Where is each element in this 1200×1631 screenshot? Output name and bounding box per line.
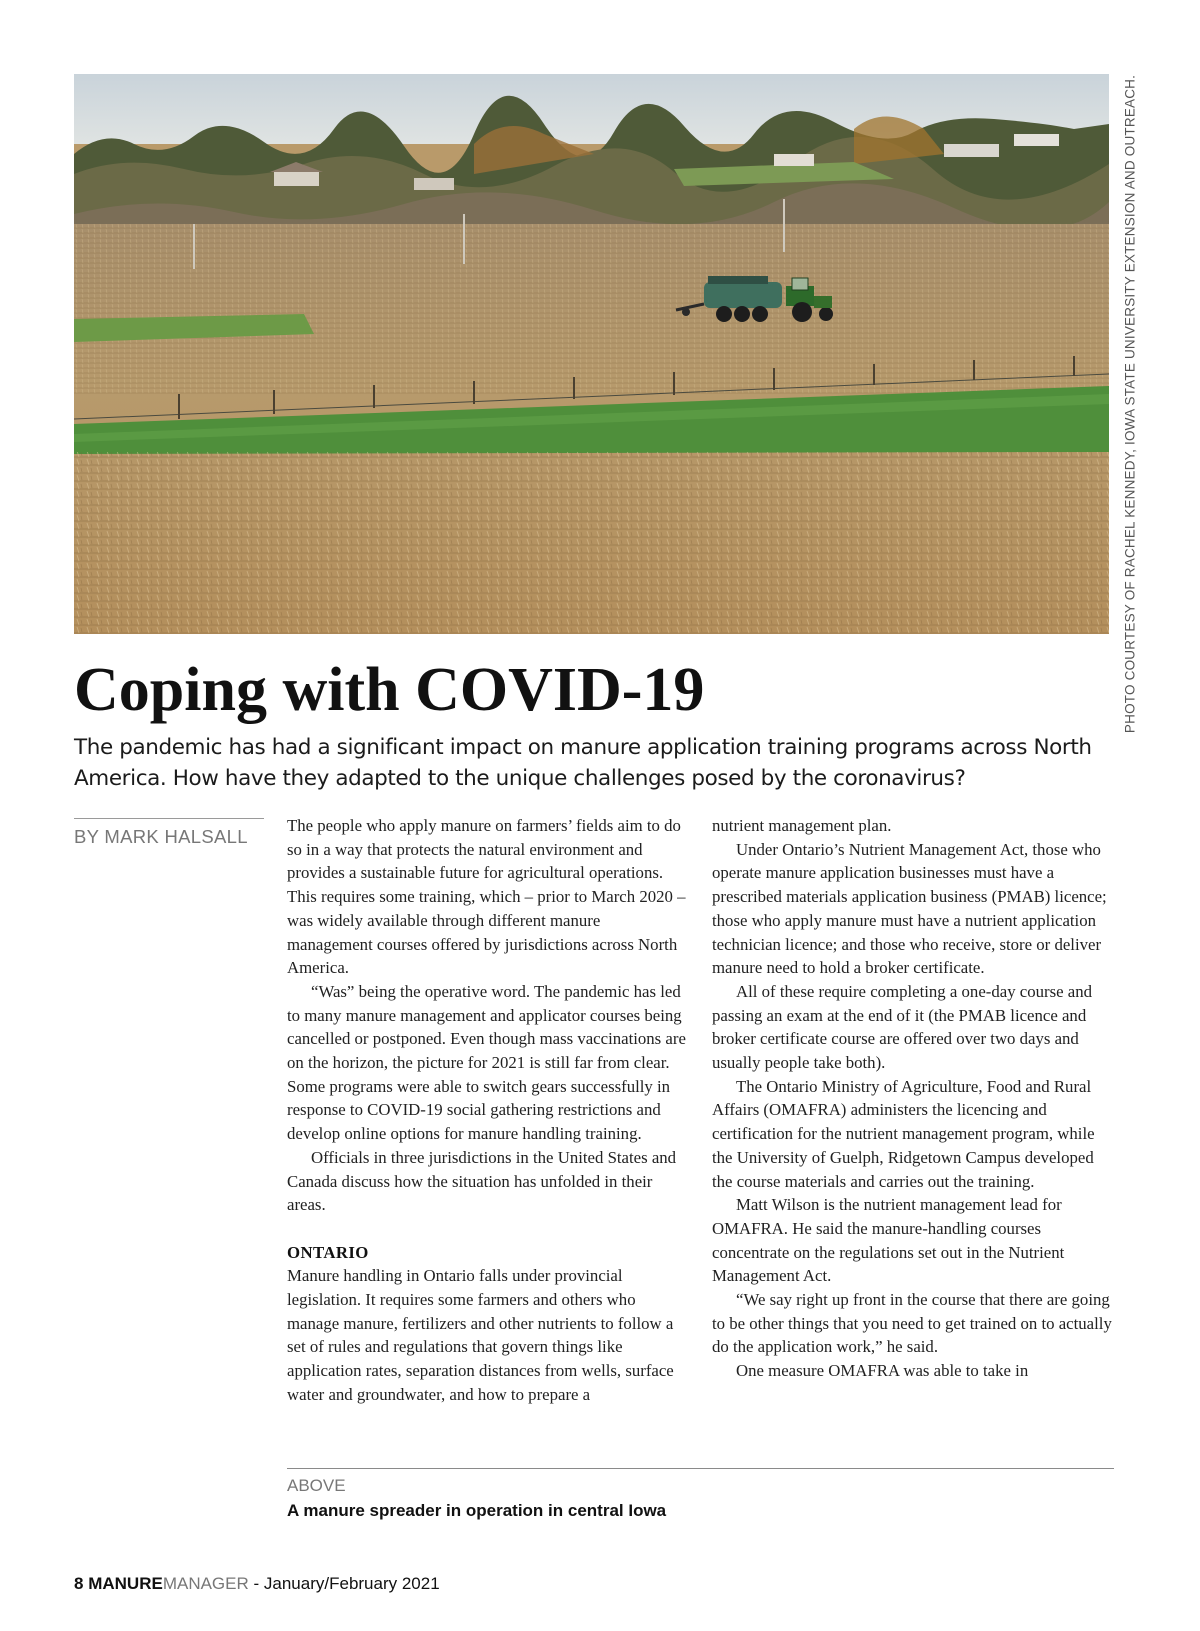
paragraph: nutrient management plan. xyxy=(712,816,892,835)
magazine-name-light: MANAGER xyxy=(162,1574,249,1593)
caption-label: ABOVE xyxy=(287,1476,346,1495)
photo-credit-text: PHOTO COURTESY OF RACHEL KENNEDY, IOWA STATE UNIVERSITY EXTENSION AND OUTREACH. xyxy=(1122,74,1138,734)
paragraph: All of these require completing a one-day course and passing an exam at the end of it (the PMAB licence and broker certificate course are offered over two days and usually people take both). xyxy=(712,981,1093,1073)
page-number: 8 xyxy=(74,1574,84,1593)
farm-field-illustration xyxy=(74,74,1109,634)
page-footer xyxy=(74,1574,440,1594)
paragraph: Under Ontario’s Nutrient Management Act, those who operate manure application businesses must have a prescribed materials application business (PMAB) licence; those who apply manure must have a nutrient application technician licence; and those who receive, store or deliver manure need to hold a broker certificate. xyxy=(712,839,1107,978)
paragraph: The Ontario Ministry of Agriculture, Food and Rural Affairs (OMAFRA) administers the licencing and certification for the nutrient management program, while the University of Guelph, Ridgetown Campus developed the course materials and carries out the training. xyxy=(712,1076,1095,1191)
byline-divider xyxy=(74,818,264,819)
paragraph: Officials in three jurisdictions in the United States and Canada discuss how the situation has unfolded in their areas. xyxy=(287,1147,677,1215)
section-subhead-ontario: ONTARIO xyxy=(287,1242,369,1262)
paragraph: “Was” being the operative word. The pandemic has led to many manure management and applicator courses being cancelled or postponed. Even though mass vaccinations are on the horizon, the picture for 2021 is still far from clear. Some programs were able to switch gears successfully in response to COVID-19 social gathering restrictions and develop online options for manure handling training. xyxy=(287,981,686,1144)
magazine-name-bold: MANURE xyxy=(88,1574,163,1593)
byline: BY MARK HALSALL xyxy=(74,826,248,847)
paragraph: One measure OMAFRA was able to take in xyxy=(736,1361,1029,1381)
article-column-1 xyxy=(287,814,687,1407)
hero-photo xyxy=(74,74,1109,634)
caption-text: A manure spreader in operation in central Iowa xyxy=(287,1501,667,1520)
article-column-2 xyxy=(712,814,1114,1383)
paragraph: The people who apply manure on farmers’ fields aim to do so in a way that protects the natural environment and provides a sustainable future for agricultural operations. This requires some training, which – prior to March 2020 – was widely available through different manure management courses offered by jurisdictions across North America. xyxy=(287,816,686,978)
paragraph-spacer xyxy=(287,1217,687,1241)
caption-divider xyxy=(287,1468,1114,1469)
paragraph: “We say right up front in the course that there are going to be other things that you need to get trained on to actually do the application work,” he said. xyxy=(712,1290,1112,1357)
article-headline: Coping with COVID-19 xyxy=(74,656,705,724)
paragraph: Manure handling in Ontario falls under provincial legislation. It requires some farmers and others who manage manure, fertilizers and other nutrients to follow a set of rules and regulations that govern things like application rates, separation distances from wells, surface water and groundwater, and how to prepare a xyxy=(287,1266,674,1404)
photo-credit xyxy=(1115,74,1145,734)
issue-date: - January/February 2021 xyxy=(253,1574,440,1593)
paragraph: Matt Wilson is the nutrient management lead for OMAFRA. He said the manure-handling courses concentrate on the regulations set out in the Nutrient Management Act. xyxy=(712,1195,1065,1286)
article-deck: The pandemic has had a significant impact on manure application training programs across North America. How have they adapted to the unique challenges posed by the coronavirus? xyxy=(74,735,1092,791)
